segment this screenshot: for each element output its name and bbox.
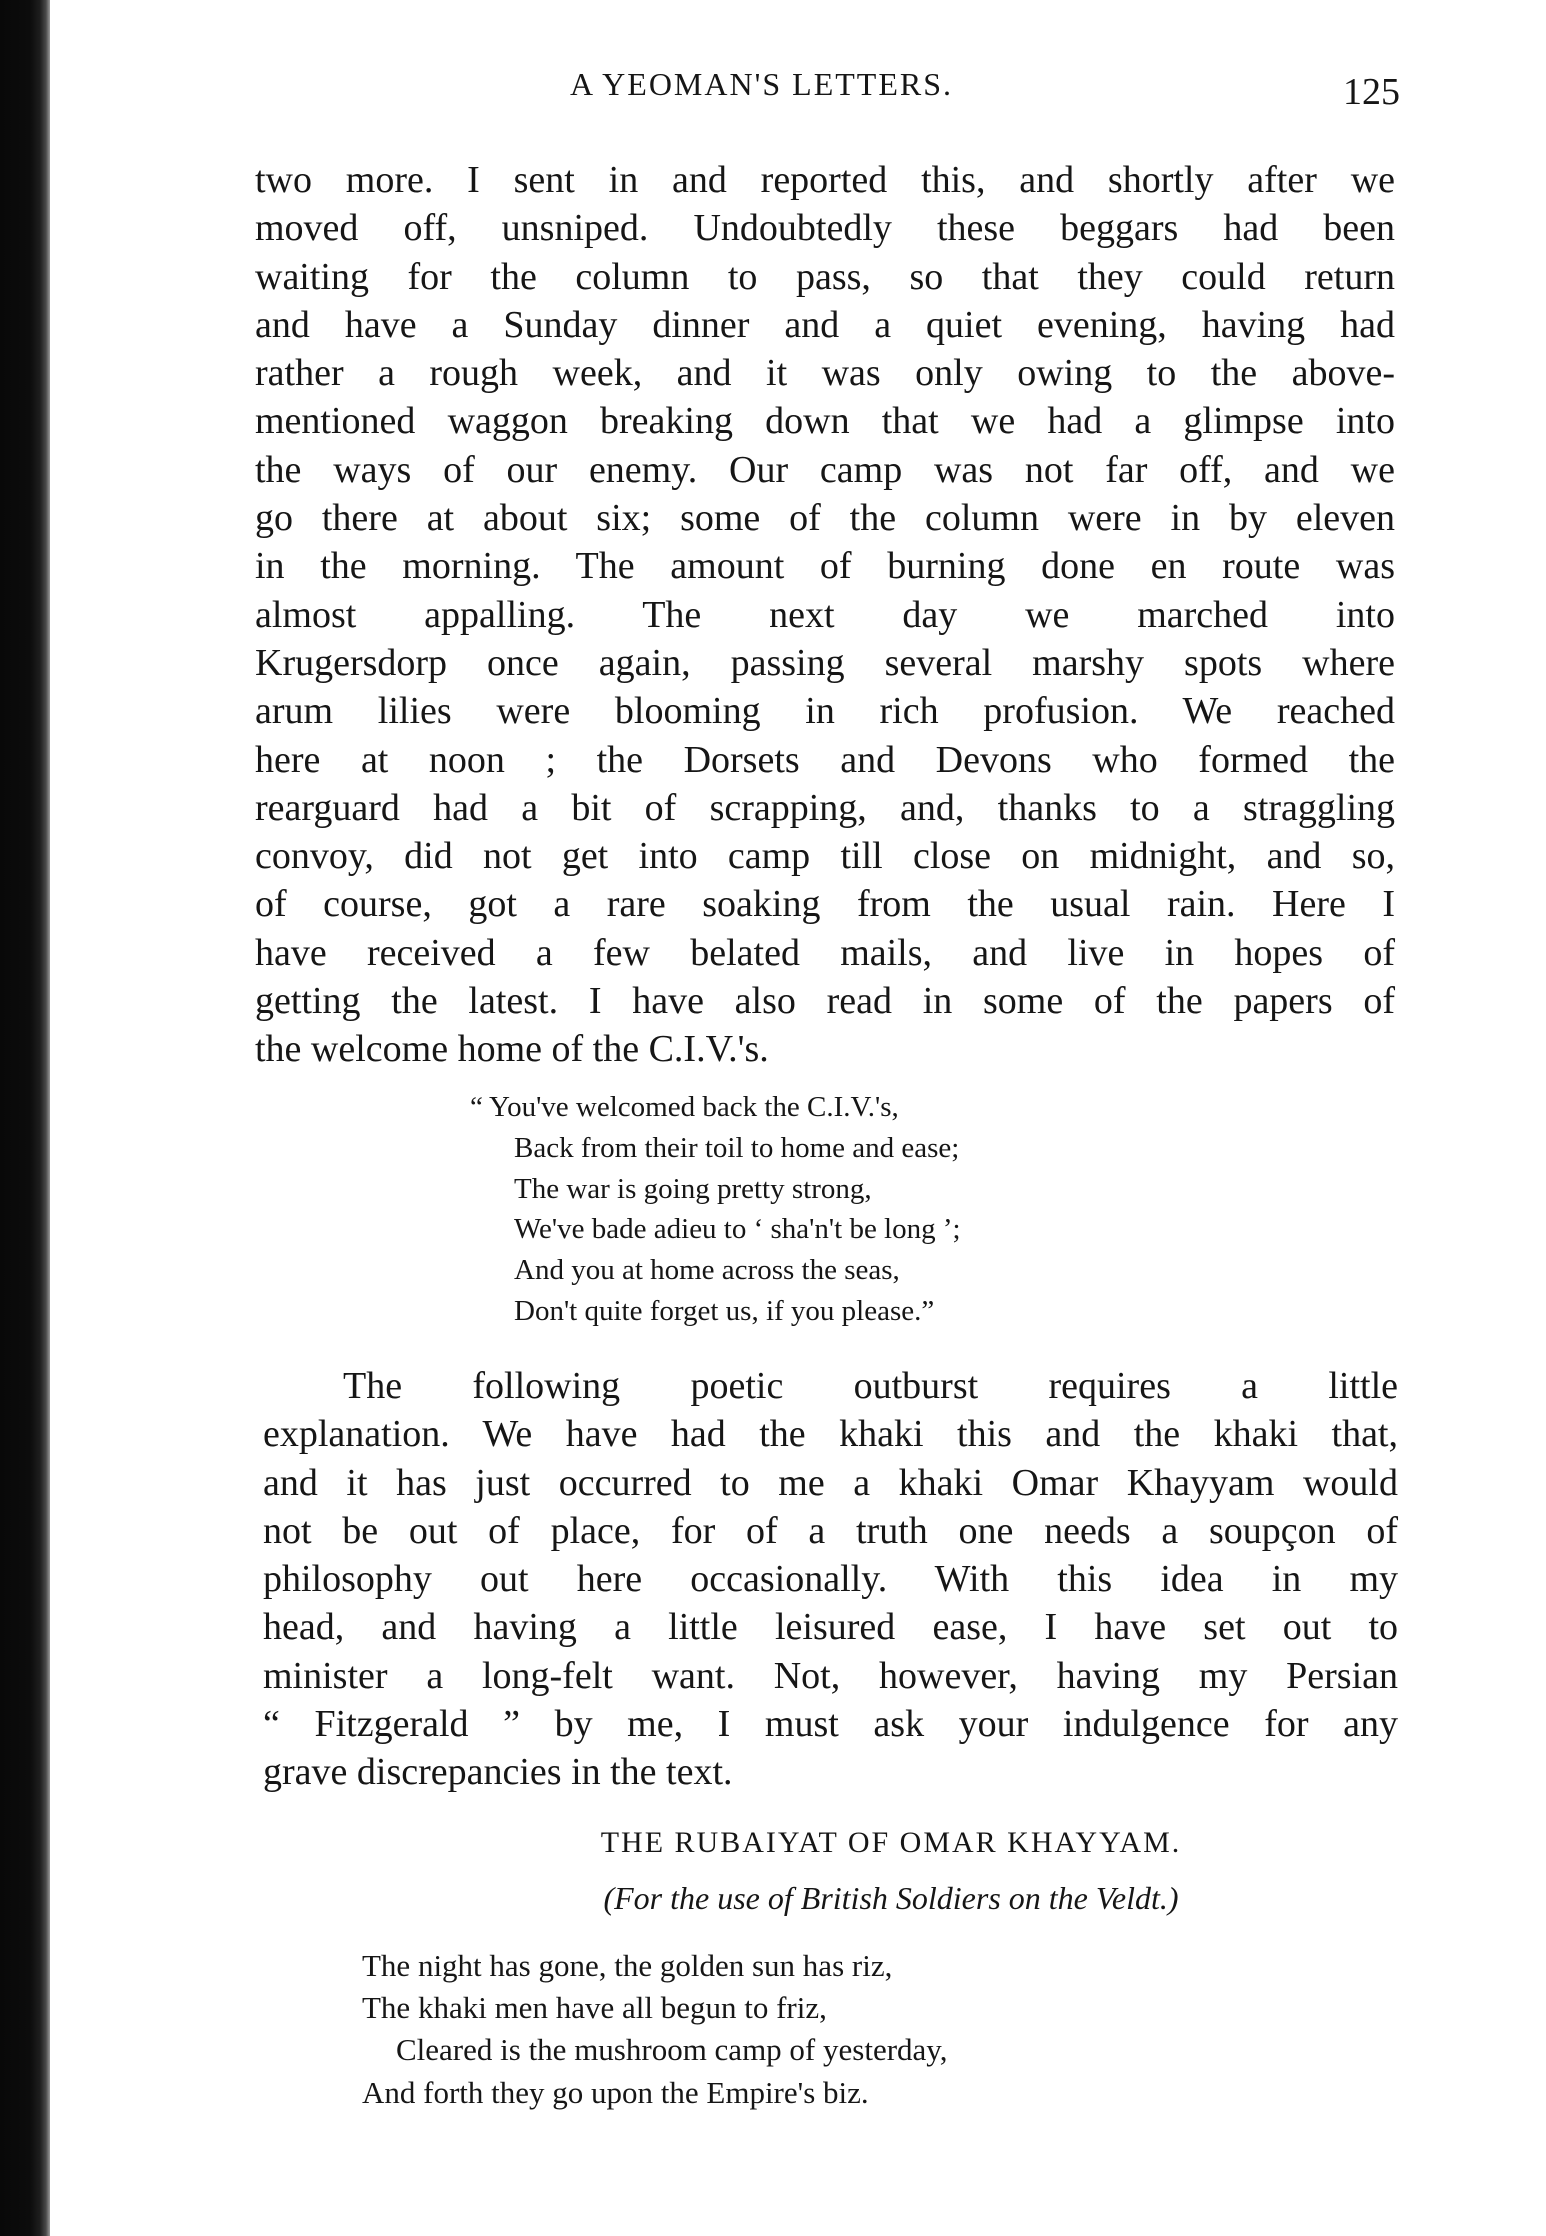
paragraph-1 [255,156,1395,1074]
text-line: and have a Sunday dinner and a quiet evening, having had [255,303,1395,346]
stanza-line: And forth they go upon the Empire's biz. [362,2074,869,2110]
text-line: waiting for the column to pass, so that they could return [255,255,1395,298]
stanza-line: The khaki men have all begun to friz, [362,1990,827,2026]
text-line: have received a few belated mails, and live in hopes of [255,931,1395,974]
text-line: philosophy out here occasionally. With this idea in my [263,1558,1398,1601]
stanza-line: Cleared is the mushroom camp of yesterday, [396,2032,948,2068]
verse-line: Back from their toil to home and ease; [514,1131,960,1164]
text-line: minister a long-felt want. Not, however, having my Persian [263,1654,1398,1697]
text-line: convoy, did not get into camp till close on midnight, and so, [255,835,1395,878]
text-line: head, and having a little leisured ease, I have set out to [263,1606,1398,1649]
text-line: moved off, unsniped. Undoubtedly these beggars had been [255,207,1395,250]
text-line: arum lilies were blooming in rich profusion. We reached [255,690,1395,733]
text-line: the ways of our enemy. Our camp was not far off, and we [255,448,1395,491]
page-header [250,66,1400,126]
poem-subtitle: (For the use of British Soldiers on the Veldt.) [603,1880,1179,1916]
verse-line: We've bade adieu to ‘ sha'n't be long ’; [514,1213,961,1246]
text-line: almost appalling. The next day we marched into [255,593,1395,636]
text-line: the welcome home of the C.I.V.'s. [255,1028,769,1071]
quoted-verse [470,1087,961,1332]
verse-line: And you at home across the seas, [514,1254,900,1287]
text-line: The following poetic outburst requires a little [343,1365,1398,1407]
verse-line: The war is going pretty strong, [514,1172,872,1205]
text-line: of course, got a rare soaking from the usual rain. Here I [255,883,1395,926]
verse-line: “ You've welcomed back the C.I.V.'s, [470,1091,899,1123]
text-line: not be out of place, for of a truth one needs a soupçon of [263,1509,1398,1552]
stanza-line: The night has gone, the golden sun has riz, [362,1948,893,1983]
text-line: Krugersdorp once again, passing several marshy spots where [255,641,1395,684]
poem-title: THE RUBAIYAT OF OMAR KHAYYAM. [600,1826,1182,1859]
page-number: 125 [1343,71,1400,113]
text-line: rearguard had a bit of scrapping, and, thanks to a straggling [255,786,1395,829]
verse-line: Don't quite forget us, if you please.” [514,1294,935,1327]
text-line: two more. I sent in and reported this, and shortly after we [255,159,1395,201]
text-line: getting the latest. I have also read in some of the papers of [255,980,1395,1023]
text-line: go there at about six; some of the column were in by eleven [255,497,1395,540]
text-line: grave discrepancies in the text. [263,1751,733,1794]
text-line: mentioned waggon breaking down that we had a glimpse into [255,400,1395,443]
text-line: in the morning. The amount of burning done en route was [255,545,1395,588]
paragraph-2 [263,1362,1398,1797]
running-title: A YEOMAN'S LETTERS. [570,66,954,102]
text-line: here at noon ; the Dorsets and Devons who formed the [255,738,1395,781]
text-line: explanation. We have had the khaki this and the khaki that, [263,1413,1398,1456]
text-line: and it has just occurred to me a khaki Omar Khayyam would [263,1461,1398,1504]
text-line: “ Fitzgerald ” by me, I must ask your indulgence for any [263,1703,1398,1746]
text-line: rather a rough week, and it was only owing to the above- [255,352,1395,395]
poem-stanza [362,1945,948,2114]
